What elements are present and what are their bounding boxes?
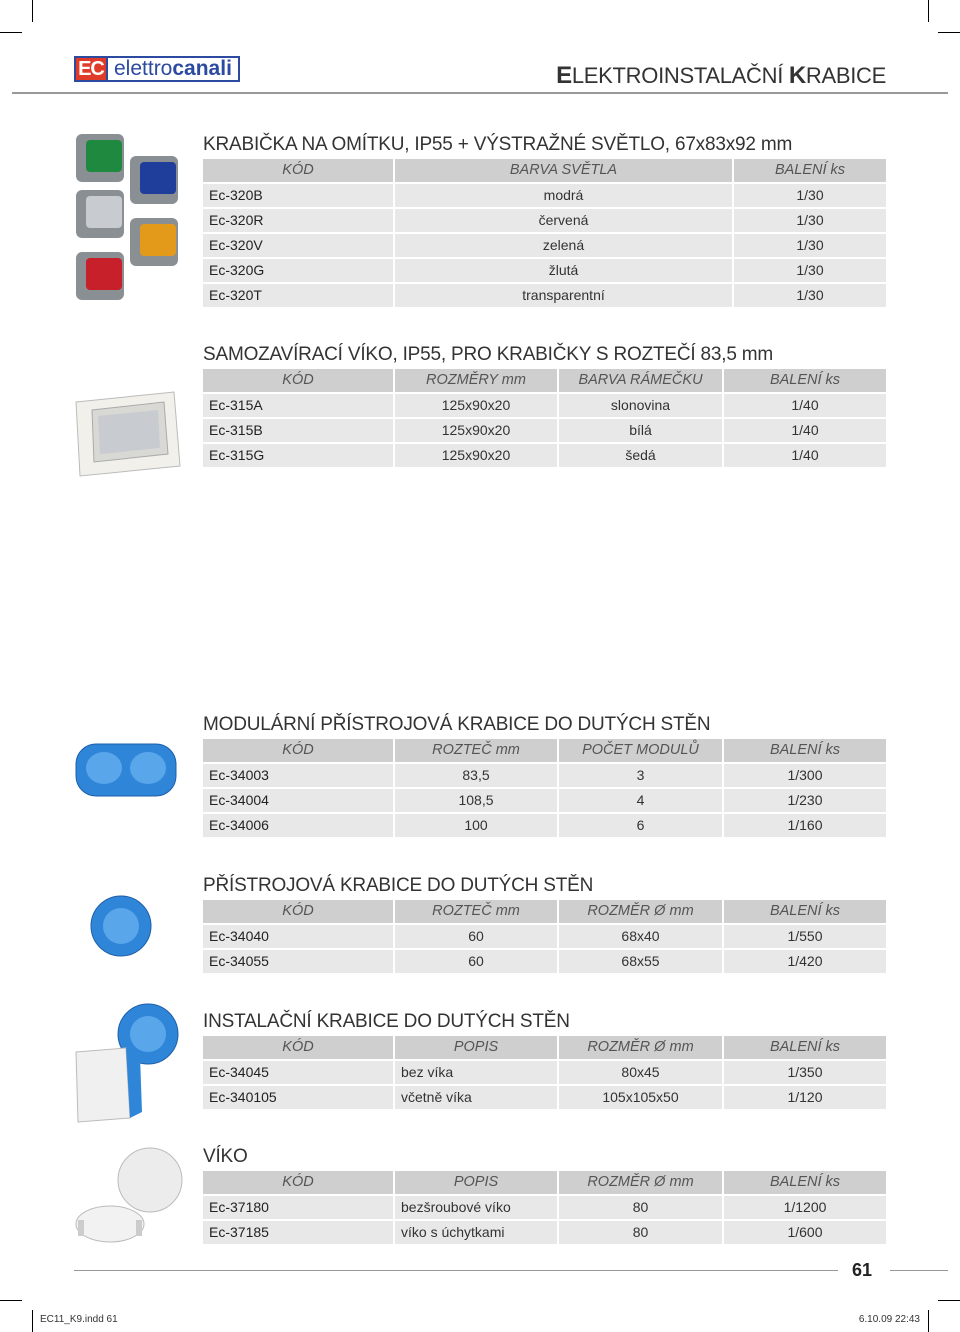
installation-box-image [72,1000,184,1124]
round-lid [118,1148,182,1212]
column-header-module-count: POČET MODULŮ [559,739,722,762]
cell-code: Ec-37185 [203,1221,393,1244]
column-header-description: POPIS [395,1171,557,1194]
column-header-diameter: ROZMĚR Ø mm [559,1171,722,1194]
cell-frame-color: bílá [559,419,722,442]
cell-light-color: červená [395,209,732,232]
cell-code: Ec-34040 [203,925,393,948]
column-header-description: POPIS [395,1036,557,1059]
table-row [203,1196,886,1221]
cell-diameter: 80x45 [559,1061,722,1084]
column-header-diameter: ROZMĚR Ø mm [559,900,722,923]
table-header-row [203,739,886,764]
section-title: INSTALAČNÍ KRABICE DO DUTÝCH STĚN [203,1011,570,1032]
table-row [203,950,886,975]
column-header-packing: BALENÍ ks [724,1036,886,1059]
page-header-title [556,62,886,90]
cell-packing: 1/230 [724,789,886,812]
cell-code: Ec-320T [203,284,393,307]
column-header-packing: BALENÍ ks [724,1171,886,1194]
table-row [203,209,886,234]
section-title: PŘÍSTROJOVÁ KRABICE DO DUTÝCH STĚN [203,875,594,896]
table-row [203,184,886,209]
table-row [203,814,886,839]
cell-description: víko s úchytkami [395,1221,557,1244]
crop-mark [928,0,929,22]
cell-code: Ec-34003 [203,764,393,787]
cell-packing: 1/30 [734,234,886,257]
cell-packing: 1/550 [724,925,886,948]
cell-frame-color: slonovina [559,394,722,417]
table-header-row [203,1036,886,1061]
section-title: VÍKO [203,1146,248,1167]
cell-dimensions: 125x90x20 [395,419,557,442]
logo-word-bold: canali [172,57,232,80]
product-table [203,739,886,839]
column-header-code: KÓD [203,369,393,392]
crop-mark [32,0,33,22]
table-row [203,925,886,950]
product-table [203,1171,886,1246]
cell-packing: 1/40 [724,419,886,442]
device-box-image [86,892,156,960]
cell-packing: 1/30 [734,259,886,282]
cell-code: Ec-34055 [203,950,393,973]
cell-packing: 1/120 [724,1086,886,1109]
cell-pitch: 100 [395,814,557,837]
title-initial-e: E [556,62,572,89]
cell-pitch: 83,5 [395,764,557,787]
cell-packing: 1/420 [724,950,886,973]
cell-code: Ec-320G [203,259,393,282]
table-row [203,444,886,469]
table-row [203,234,886,259]
cell-code: Ec-315A [203,394,393,417]
cell-packing: 1/350 [724,1061,886,1084]
table-row [203,1061,886,1086]
cell-code: Ec-320R [203,209,393,232]
cell-packing: 1/300 [724,764,886,787]
section-title: SAMOZAVÍRACÍ VÍKO, IP55, PRO KRABIČKY S ROZTEČÍ 83,5 mm [203,344,774,365]
cell-light-color: zelená [395,234,732,257]
square-box [76,1048,142,1122]
table-row [203,259,886,284]
cell-description: včetně víka [395,1086,557,1109]
cell-code: Ec-315B [203,419,393,442]
cell-packing: 1/40 [724,444,886,467]
cell-frame-color: šedá [559,444,722,467]
column-header-code: KÓD [203,1171,393,1194]
cell-packing: 1/600 [724,1221,886,1244]
cell-code: Ec-34045 [203,1061,393,1084]
cell-packing: 1/30 [734,284,886,307]
print-slug-date: 6.10.09 22:43 [858,1314,920,1325]
title-mid: LEKTROINSTALAČNÍ [571,63,789,88]
cell-light-color: transparentní [395,284,732,307]
column-header-diameter: ROZMĚR Ø mm [559,1036,722,1059]
cell-packing: 1/30 [734,184,886,207]
cell-module-count: 6 [559,814,722,837]
column-header-code: KÓD [203,159,393,182]
table-header-row [203,159,886,184]
column-header-pitch: ROZTEČ mm [395,900,557,923]
section-title: MODULÁRNÍ PŘÍSTROJOVÁ KRABICE DO DUTÝCH STĚN [203,714,711,735]
table-header-row [203,900,886,925]
cell-diameter: 105x105x50 [559,1086,722,1109]
cell-code: Ec-34004 [203,789,393,812]
title-end: RABICE [805,63,886,88]
crop-mark [0,1300,22,1301]
modular-box-image [70,734,182,804]
table-header-row [203,1171,886,1196]
section-warning-light-box [203,134,886,309]
cell-code: Ec-340105 [203,1086,393,1109]
section-lid [203,1146,886,1246]
cell-light-color: modrá [395,184,732,207]
cell-code: Ec-34006 [203,814,393,837]
footer-divider [74,1270,838,1271]
footer-divider [890,1270,948,1271]
self-closing-lid-image [74,388,182,480]
cell-code: Ec-37180 [203,1196,393,1219]
logo-mark: EC [74,56,108,82]
table-row [203,394,886,419]
section-device-box [203,875,886,975]
column-header-frame-color: BARVA RÁMEČKU [559,369,722,392]
section-self-closing-lid [203,344,886,469]
product-table [203,900,886,975]
table-header-row [203,369,886,394]
clear-light-box [76,190,124,238]
logo-word-light: elettro [114,57,173,80]
cell-diameter: 80 [559,1221,722,1244]
crop-mark [928,1310,929,1332]
section-modular-box [203,714,886,839]
print-slug-file: EC11_K9.indd 61 [40,1314,118,1325]
column-header-code: KÓD [203,900,393,923]
page-number: 61 [852,1260,873,1280]
column-header-pitch: ROZTEČ mm [395,739,557,762]
cell-packing: 1/1200 [724,1196,886,1219]
cell-diameter: 80 [559,1196,722,1219]
table-row [203,764,886,789]
column-header-packing: BALENÍ ks [734,159,886,182]
product-table [203,159,886,309]
red-light-box [76,252,124,300]
cell-packing: 1/30 [734,209,886,232]
title-initial-k: K [788,62,806,89]
cell-description: bez víka [395,1061,557,1084]
cell-dimensions: 125x90x20 [395,444,557,467]
product-table [203,1036,886,1111]
cell-code: Ec-320V [203,234,393,257]
lid-image [72,1144,186,1248]
table-row [203,1221,886,1246]
cell-packing: 1/40 [724,394,886,417]
cell-dimensions: 125x90x20 [395,394,557,417]
cell-packing: 1/160 [724,814,886,837]
crop-mark [938,1300,960,1301]
table-row [203,284,886,309]
column-header-light-color: BARVA SVĚTLA [395,159,732,182]
column-header-dimensions: ROZMĚRY mm [395,369,557,392]
column-header-code: KÓD [203,1036,393,1059]
cell-code: Ec-315G [203,444,393,467]
brand-logo [74,56,240,82]
logo-wordmark [108,56,240,82]
cell-module-count: 3 [559,764,722,787]
column-header-packing: BALENÍ ks [724,900,886,923]
section-installation-box [203,1011,886,1111]
cell-light-color: žlutá [395,259,732,282]
cell-pitch: 60 [395,950,557,973]
crop-mark [938,32,960,33]
column-header-packing: BALENÍ ks [724,369,886,392]
header-divider [12,92,948,94]
cell-diameter: 68x40 [559,925,722,948]
cell-description: bezšroubové víko [395,1196,557,1219]
table-row [203,419,886,444]
cell-code: Ec-320B [203,184,393,207]
lid-with-clips [76,1206,144,1242]
cell-pitch: 108,5 [395,789,557,812]
green-light-box [76,134,124,182]
crop-mark [32,1310,33,1332]
cell-pitch: 60 [395,925,557,948]
blue-light-box [130,156,178,204]
table-row [203,1086,886,1111]
cell-module-count: 4 [559,789,722,812]
crop-mark [0,32,22,33]
warning-light-boxes-image [72,128,184,310]
table-row [203,789,886,814]
column-header-code: KÓD [203,739,393,762]
yellow-light-box [130,218,178,266]
column-header-packing: BALENÍ ks [724,739,886,762]
section-title: KRABIČKA NA OMÍTKU, IP55 + VÝSTRAŽNÉ SVĚTLO, 67x83x92 mm [203,134,793,155]
product-table [203,369,886,469]
cell-diameter: 68x55 [559,950,722,973]
